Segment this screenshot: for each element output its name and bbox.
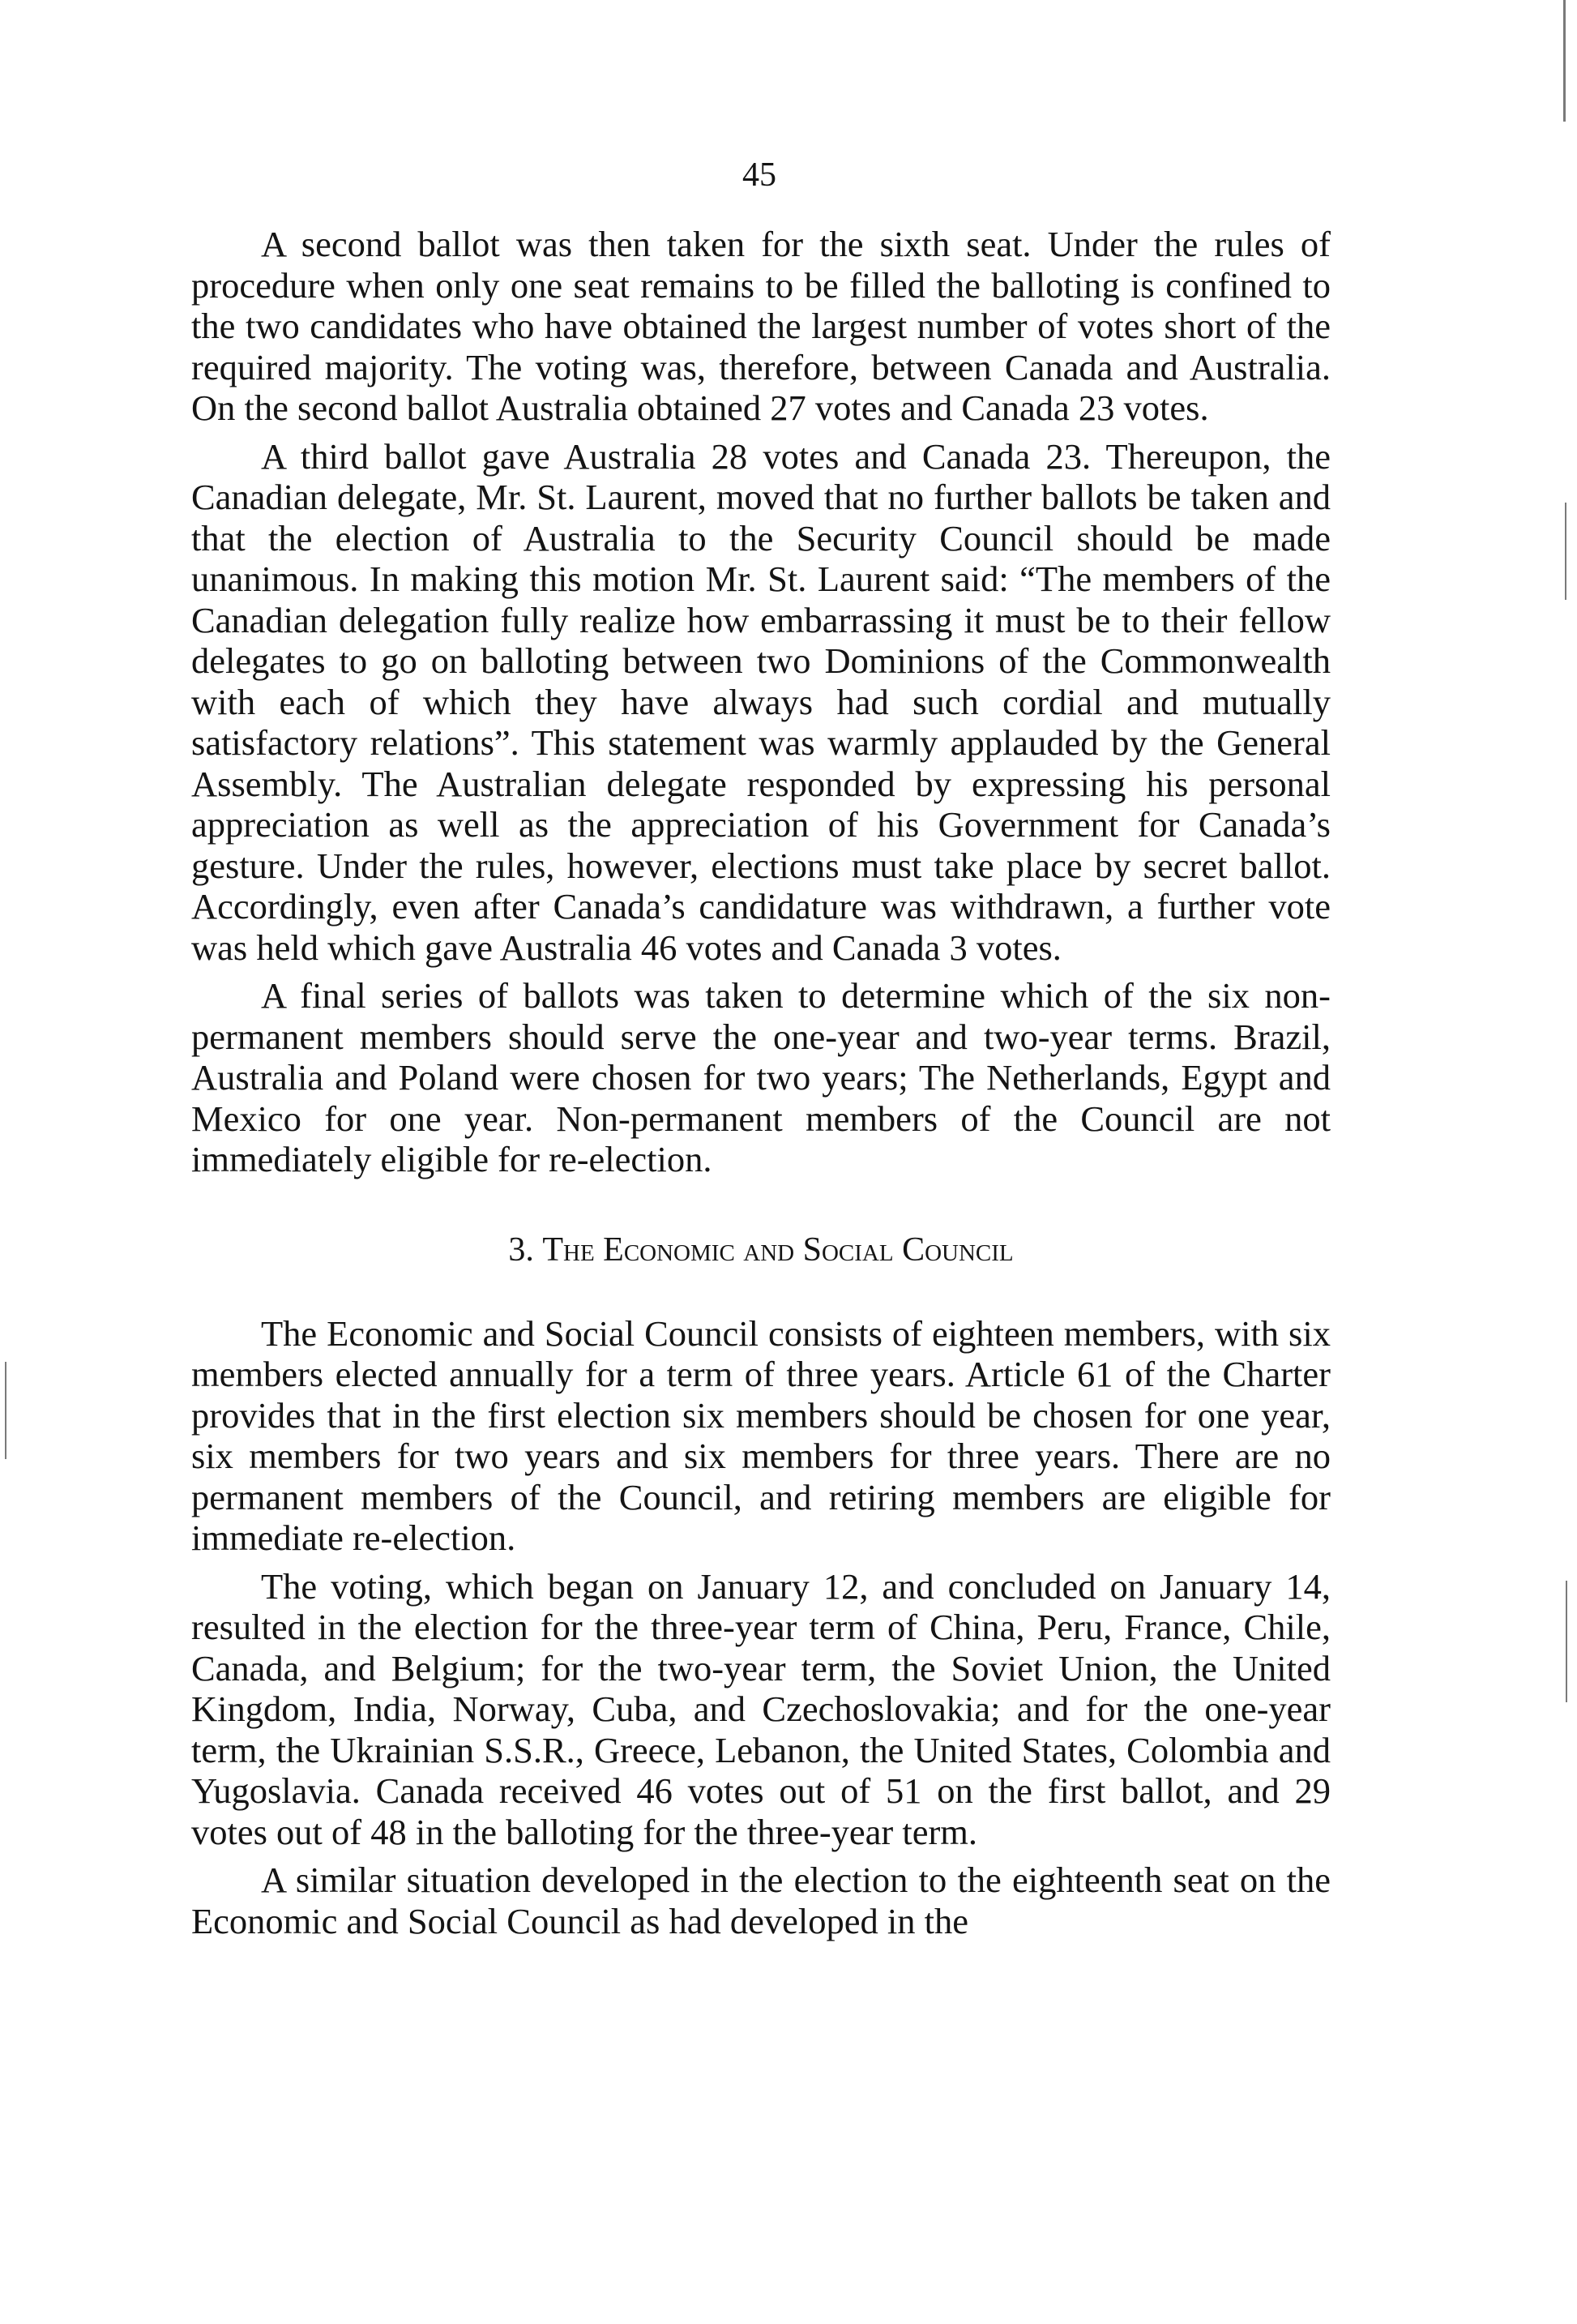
paragraph-similar-situation: A similar situation developed in the election to the eighteenth seat on the Economic and Social Council as had developed in the bbox=[191, 1860, 1331, 1941]
section-title: The Economic and Social Council bbox=[542, 1230, 1014, 1269]
scan-edge-mark-right-lower bbox=[1566, 1581, 1567, 1702]
section-number: 3. bbox=[508, 1230, 534, 1269]
scan-edge-mark-left bbox=[5, 1362, 6, 1459]
page-number: 45 bbox=[742, 156, 776, 194]
scan-edge-mark-top-right bbox=[1563, 0, 1566, 122]
scan-edge-mark-right-middle bbox=[1565, 503, 1566, 600]
paragraph-second-ballot: A second ballot was then taken for the sixth seat. Under the rules of procedure when only one seat remains to be filled the balloting is confined to the two candidates who have obtained the largest number of votes short of the required majority. The voting was, therefore, between Canada and Australia. On the second ballot Australia obtained 27 votes and Canada 23 votes. bbox=[191, 224, 1331, 428]
paragraph-final-ballots: A final series of ballots was taken to determine which of the six non-permanent members should serve the one-year and two-year terms. Brazil, Australia and Poland were chosen for two years; The Netherlands, Egypt and Mexico for one year. Non-permanent members of the Council are not immediately eligible for re-election. bbox=[191, 975, 1331, 1179]
body-text bbox=[191, 224, 1331, 1949]
paragraph-council-composition: The Economic and Social Council consists of eighteen members, with six members elected annually for a term of three years. Article 61 of the Charter provides that in the first election six members should be chosen for one year, six members for two years and six members for three years. There are no permanent members of the Council, and retiring members are eligible for immediate re-election. bbox=[191, 1312, 1331, 1558]
paragraph-third-ballot: A third ballot gave Australia 28 votes and Canada 23. Thereupon, the Canadian delegate, Mr. St. Laurent, moved that no further ballots be taken and that the election of Australia to the Security Council should be made unanimous. In making this motion Mr. St. Laurent said: “The members of the Canadian delegation fully realize how embarrassing it must be to their fellow delegates to go on balloting between two Dominions of the Commonwealth with each of which they have always had such cordial and mutually satisfactory relations”. This statement was warmly applauded by the General Assembly. The Australian delegate responded by expressing his personal appreciation as well as the appreciation of his Government for Canada’s gesture. Under the rules, however, elections must take place by secret ballot. Accordingly, even after Canada’s candidature was withdrawn, a further vote was held which gave Australia 46 votes and Canada 3 votes. bbox=[191, 435, 1331, 968]
section-heading bbox=[191, 1229, 1331, 1271]
paragraph-voting-results: The voting, which began on January 12, and concluded on January 14, resulted in the election for the three-year term of China, Peru, France, Chile, Canada, and Belgium; for the two-year term, the Soviet Union, the United Kingdom, India, Norway, Cuba, and Czechoslovakia; and for the one-year term, the Ukrainian S.S.R., Greece, Lebanon, the United States, Colombia and Yugoslavia. Canada received 46 votes out of 51 on the first ballot, and 29 votes out of 48 in the balloting for the three-year term. bbox=[191, 1565, 1331, 1852]
